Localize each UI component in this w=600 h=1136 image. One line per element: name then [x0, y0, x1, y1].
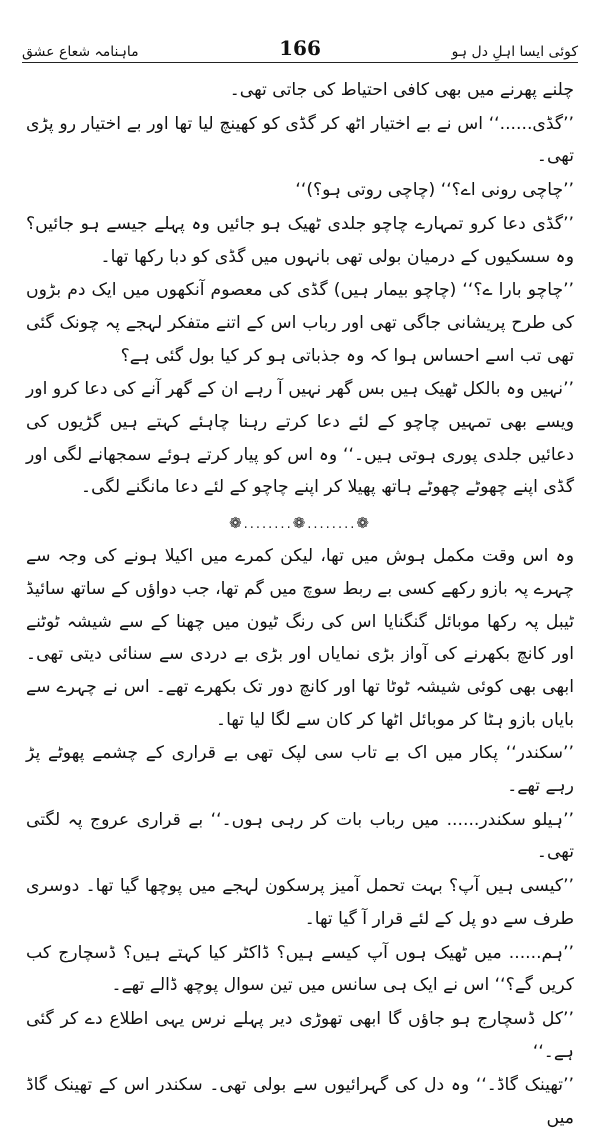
- flower-ornament-icon: ❁: [356, 514, 371, 533]
- paragraph: ’’گڈی......‘‘ اس نے بے اختیار اٹھ کر گڈی کو کھینچ لیا تھا اور بے اختیار رو پڑی تھی۔: [26, 113, 574, 167]
- paragraph: ’’چاچی رونی اے؟‘‘ (چاچی روتی ہو؟)‘‘: [295, 180, 574, 201]
- paragraph: ’’گڈی دعا کرو تمہارے چاچو جلدی ٹھیک ہو جائیں وہ پہلے جیسے ہو جائیں؟ وہ سسکیوں کے درمیان بولی تھی بانہوں میں گڈی کو دبا رکھا تھا۔: [26, 213, 574, 267]
- story-title: کوئی ایسا اہلِ دل ہو: [451, 44, 578, 60]
- story-text: [26, 74, 574, 1136]
- page-number: 166: [279, 36, 321, 60]
- paragraph: ’’نہیں وہ بالکل ٹھیک ہیں بس گھر نہیں آ رہے ان کے گھر آنے کی دعا کرو اور ویسے بھی تمہیں چاچو کے لئے دعا کرتے رہنا چاہئے کہتے ہیں گڑیوں کی دعائیں جلدی پوری ہوتی ہیں۔‘‘ وہ اس کو پیار کرتے ہوئے سمجھانے لگی اور گڈی اپنے چھوٹے چھوٹے ہاتھ پھیلا کر اپنے چاچو کے لئے دعا مانگنے لگی۔: [26, 379, 574, 498]
- paragraph: ’’چاچو بارا ے؟‘‘ (چاچو بیمار ہیں) گڈی کی معصوم آنکھوں میں ایک دم بڑوں کی طرح پریشانی جاگی تھی اور رباب اس کے اتنے متفکر لہجے پہ چونک گئی تھی تب اسے احساس ہوا کہ وہ جذباتی ہو کر کیا بول گئی ہے؟: [26, 280, 574, 366]
- magazine-title: ماہنامہ شعاع عشق: [22, 44, 139, 60]
- paragraph: ’’سکندر‘‘ پکار میں اک بے تاب سی لپک تھی بے قراری کے چشمے پھوٹے پڑ رہے تھے۔: [26, 743, 574, 797]
- paragraph: ’’تھینک گاڈ۔‘‘ وہ دل کی گہرائیوں سے بولی تھی۔ سکندر اس کے تھینک گاڈ میں: [26, 1075, 574, 1129]
- paragraph: ’’ہم...... میں ٹھیک ہوں آپ کیسے ہیں؟ ڈاکٹر کیا کہتے ہیں؟ ڈسچارج کب کریں گے؟‘‘ اس نے ایک ہی سانس میں تین سوال پوچھ ڈالے تھے۔: [26, 942, 574, 996]
- paragraph: ’’کیسی ہیں آپ؟ بہت تحمل آمیز پرسکون لہجے میں پوچھا گیا تھا۔ دوسری طرف سے دو پل کے لئے قرار آ گیا تھا۔: [26, 876, 574, 929]
- flower-ornament-icon: ❁: [292, 514, 308, 533]
- paragraph: وہ اس وقت مکمل ہوش میں تھا، لیکن کمرے میں اکیلا ہونے کی وجہ سے چہرے پہ بازو رکھے کسی بے ربط سوچ میں گم تھا، جب دواؤں کے ساتھ سائیڈ ٹیبل پہ رکھا موبائل گنگنایا اس کی رنگ ٹیون میں چھنا کے سے شیشہ ٹوٹنے اور کانچ بکھرنے کی آواز بڑی نمایاں اور بڑی بے دردی سے سنائی دیتی تھی۔ ابھی بھی کوئی شیشہ ٹوٹا تھا اور کانچ دور تک بکھرے تھے۔ اس نے چہرے سے بایاں بازو ہٹا کر موبائل اٹھا کر کان سے لگا لیا تھا۔: [26, 546, 574, 730]
- section-divider: [26, 510, 574, 536]
- flower-ornament-icon: ❁: [229, 514, 244, 533]
- page-header: [22, 30, 578, 63]
- paragraph: چلنے پھرنے میں بھی کافی احتیاط کی جاتی تھی۔: [229, 80, 574, 100]
- divider-dots: ........: [243, 517, 293, 533]
- divider-dots: ........: [307, 517, 357, 533]
- paragraph: ’’کل ڈسچارج ہو جاؤں گا ابھی تھوڑی دیر پہلے نرس یہی اطلاع دے کر گئی ہے۔‘‘: [26, 1008, 574, 1062]
- paragraph: ’’ہیلو سکندر...... میں رباب بات کر رہی ہوں۔‘‘ بے قراری عروج پہ لگتی تھی۔: [26, 809, 574, 863]
